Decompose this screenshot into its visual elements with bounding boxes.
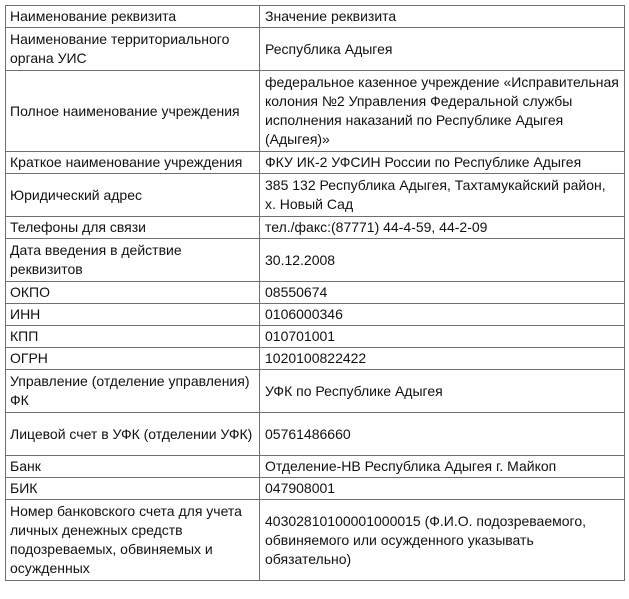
- requisite-value: 30.12.2008: [260, 239, 625, 282]
- table-row: [6, 456, 625, 478]
- requisite-name: Управление (отделение управления) ФК: [6, 370, 260, 413]
- requisite-name: Банк: [6, 456, 260, 478]
- requisite-name: Лицевой счет в УФК (отделении УФК): [6, 413, 260, 456]
- table-row: [6, 500, 625, 581]
- requisite-name: БИК: [6, 478, 260, 500]
- table-row: [6, 152, 625, 174]
- table-row: [6, 217, 625, 239]
- table-row: [6, 478, 625, 500]
- header-value-cell: Значение реквизита: [260, 6, 625, 28]
- requisite-value: Республика Адыгея: [260, 28, 625, 71]
- requisite-name: ОГРН: [6, 348, 260, 370]
- requisite-value: федеральное казенное учреждение «Исправительная колония №2 Управления Федеральной службы исполнения наказаний по Республике Адыгея (Адыгея)»: [260, 71, 625, 152]
- requisite-name: Полное наименование учреждения: [6, 71, 260, 152]
- requisite-value: 385 132 Республика Адыгея, Тахтамукайский район, х. Новый Сад: [260, 174, 625, 217]
- table-row: [6, 282, 625, 304]
- requisite-name: Телефоны для связи: [6, 217, 260, 239]
- table-row: [6, 304, 625, 326]
- requisite-name: Краткое наименование учреждения: [6, 152, 260, 174]
- requisite-name: Наименование территориального органа УИС: [6, 28, 260, 71]
- table-row: [6, 326, 625, 348]
- requisite-name: КПП: [6, 326, 260, 348]
- requisite-name: ОКПО: [6, 282, 260, 304]
- requisites-table: [5, 5, 625, 581]
- requisite-value: УФК по Республике Адыгея: [260, 370, 625, 413]
- requisite-name: Дата введения в действие реквизитов: [6, 239, 260, 282]
- requisite-value: тел./факс:(87771) 44-4-59, 44-2-09: [260, 217, 625, 239]
- requisite-name: Номер банковского счета для учета личных денежных средств подозреваемых, обвиняемых и осужденных: [6, 500, 260, 581]
- requisite-name: ИНН: [6, 304, 260, 326]
- requisite-value: 010701001: [260, 326, 625, 348]
- table-row: [6, 348, 625, 370]
- requisite-value: 0106000346: [260, 304, 625, 326]
- requisite-value: ФКУ ИК-2 УФСИН России по Республике Адыгея: [260, 152, 625, 174]
- table-row: [6, 174, 625, 217]
- table-row: [6, 71, 625, 152]
- table-row: [6, 370, 625, 413]
- requisite-value: 08550674: [260, 282, 625, 304]
- requisite-value: Отделение-НВ Республика Адыгея г. Майкоп: [260, 456, 625, 478]
- header-name-cell: Наименование реквизита: [6, 6, 260, 28]
- requisite-value: 047908001: [260, 478, 625, 500]
- table-header-row: [6, 6, 625, 28]
- table-row: [6, 28, 625, 71]
- requisite-name: Юридический адрес: [6, 174, 260, 217]
- requisite-value: 05761486660: [260, 413, 625, 456]
- table-row: [6, 239, 625, 282]
- table-row: [6, 413, 625, 456]
- requisite-value: 1020100822422: [260, 348, 625, 370]
- requisite-value: 40302810100001000015 (Ф.И.О. подозреваемого, обвиняемого или осужденного указывать обязательно): [260, 500, 625, 581]
